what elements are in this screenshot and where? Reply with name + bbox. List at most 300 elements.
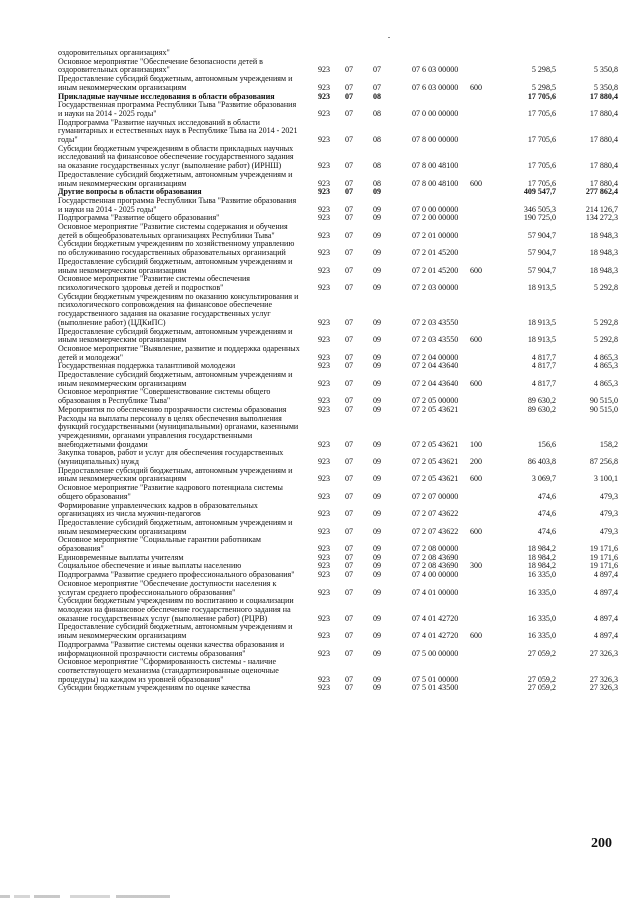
row-sum-year-2: 5 292,8	[593, 282, 618, 292]
row-subsection-code: 09	[373, 248, 382, 258]
row-ved-code: 923	[318, 474, 331, 484]
row-subsection-code: 09	[373, 570, 382, 580]
row-section-code: 07	[345, 526, 354, 536]
row-sum-year-1: 474,6	[537, 509, 556, 519]
row-target-article: 07 4 00 00000	[412, 570, 459, 580]
row-name: Закупка товаров, работ и услуг для обеспечения государственных (муниципальных) нужд	[58, 448, 284, 467]
row-ved-code: 923	[318, 526, 331, 536]
row-target-article: 07 5 01 43500	[412, 683, 459, 693]
row-sum-year-2: 479,3	[599, 526, 618, 536]
row-subsection-code: 08	[373, 178, 382, 188]
row-sum-year-1: 57 904,7	[527, 230, 556, 240]
row-section-code: 07	[345, 613, 354, 623]
row-section-code: 07	[345, 135, 354, 145]
row-sum-year-1: 18 913,5	[527, 282, 556, 292]
row-name: Государственная программа Республики Тыва "Развитие образования и науки на 2014 - 2025 годы"	[58, 195, 297, 214]
row-expense-type: 600	[470, 474, 483, 484]
row-section-code: 07	[345, 396, 354, 406]
row-target-article: 07 4 01 00000	[412, 587, 459, 597]
row-ved-code: 923	[318, 544, 331, 554]
row-ved-code: 923	[318, 491, 331, 501]
row-target-article: 07 5 00 00000	[412, 648, 459, 658]
row-subsection-code: 09	[373, 204, 382, 214]
row-expense-type: 200	[470, 457, 483, 467]
row-sum-year-2: 27 326,3	[589, 683, 618, 693]
row-ved-code: 923	[318, 648, 331, 658]
row-name: Предоставление субсидий бюджетным, автономным учреждениям и иным некоммерческим организациям	[58, 517, 293, 536]
row-sum-year-2: 214 126,7	[585, 204, 618, 214]
row-ved-code: 923	[318, 65, 331, 75]
row-target-article: 07 6 03 00000	[412, 65, 459, 75]
table-row	[58, 502, 618, 519]
row-name: Предоставление субсидий бюджетным, автономным учреждениям и иным некоммерческим организациям	[58, 465, 293, 484]
row-target-article: 07 2 08 43690	[412, 561, 459, 571]
row-target-article: 07 2 01 00000	[412, 230, 459, 240]
row-sum-year-2: 19 171,6	[589, 544, 618, 554]
row-subsection-code: 09	[373, 683, 382, 693]
row-expense-type: 600	[470, 631, 483, 641]
row-section-code: 07	[345, 509, 354, 519]
row-sum-year-1: 18 984,2	[527, 544, 556, 554]
row-target-article: 07 2 05 43621	[412, 439, 459, 449]
row-name: Основное мероприятие "Обеспечение безопасности детей в оздоровительных организациях"	[58, 56, 263, 75]
row-sum-year-1: 86 403,8	[527, 457, 556, 467]
row-sum-year-1: 27 059,2	[527, 648, 556, 658]
row-sum-year-2: 17 880,4	[589, 108, 618, 118]
row-target-article: 07 2 05 00000	[412, 396, 459, 406]
row-name: Государственная программа Республики Тыва "Развитие образования и науки на 2014 - 2025 годы"	[58, 100, 297, 118]
row-ved-code: 923	[318, 439, 331, 449]
row-ved-code: 923	[318, 457, 331, 467]
row-section-code: 07	[345, 335, 354, 345]
table-row	[58, 641, 618, 658]
row-target-article: 07 2 01 45200	[412, 248, 459, 258]
row-ved-code: 923	[318, 187, 331, 197]
row-name: Расходы на выплаты персоналу в целях обеспечения выполнения функций государственными (муниципальными) органами, казенными учреждениями, органами управления государственными внебюджетными фондами	[58, 413, 299, 449]
row-sum-year-2: 18 948,3	[589, 265, 618, 275]
row-section-code: 07	[345, 352, 354, 362]
row-sum-year-2: 18 948,3	[589, 230, 618, 240]
row-sum-year-1: 3 069,7	[531, 474, 556, 484]
row-name: Основное мероприятие "Социальные гарантии работникам образования"	[58, 535, 261, 554]
row-target-article: 07 2 04 00000	[412, 352, 459, 362]
row-name: Субсидии бюджетным учреждениям по оценке качества	[58, 683, 251, 693]
row-sum-year-2: 5 292,8	[593, 335, 618, 345]
table-row	[58, 371, 618, 388]
row-sum-year-1: 5 298,5	[531, 82, 556, 92]
row-name: Основное мероприятие "Совершенствование системы общего образования в Республике Тыва"	[58, 387, 271, 406]
row-section-code: 07	[345, 178, 354, 188]
row-target-article: 07 0 00 00000	[412, 204, 459, 214]
table-row	[58, 684, 618, 693]
row-section-code: 07	[345, 378, 354, 388]
row-ved-code: 923	[318, 282, 331, 292]
row-sum-year-1: 4 817,7	[531, 378, 556, 388]
scan-edge-mark	[0, 895, 170, 898]
row-name: Формирование управленческих кадров в образовательных организациях из числа мужчин-педагогов	[58, 500, 258, 519]
row-sum-year-2: 4 865,3	[593, 361, 618, 371]
row-sum-year-1: 16 335,0	[527, 631, 556, 641]
row-section-code: 07	[345, 474, 354, 484]
table-row	[58, 623, 618, 640]
row-section-code: 07	[345, 82, 354, 92]
row-subsection-code: 09	[373, 439, 382, 449]
row-ved-code: 923	[318, 204, 331, 214]
row-expense-type: 600	[470, 178, 483, 188]
row-subsection-code: 09	[373, 613, 382, 623]
row-sum-year-2: 4 897,4	[593, 631, 618, 641]
row-target-article: 07 2 08 43690	[412, 552, 459, 562]
row-sum-year-1: 409 547,7	[523, 187, 556, 197]
row-sum-year-1: 16 335,0	[527, 613, 556, 623]
row-name: Подпрограмма "Развитие системы оценки качества образования и информационной прозрачности системы образования"	[58, 639, 285, 658]
row-subsection-code: 09	[373, 187, 382, 197]
row-section-code: 07	[345, 204, 354, 214]
row-ved-code: 923	[318, 404, 331, 414]
row-ved-code: 923	[318, 396, 331, 406]
row-section-code: 07	[345, 648, 354, 658]
row-sum-year-2: 479,3	[599, 491, 618, 501]
row-sum-year-1: 17 705,6	[527, 108, 556, 118]
row-subsection-code: 09	[373, 404, 382, 414]
row-section-code: 07	[345, 631, 354, 641]
row-name: Субсидии бюджетным учреждениям по оказанию консультирования и психологического сопровождения на финансовое обеспечение государственного задания на оказание государственных услуг (выполнение работ) (ЦДКиПС)	[58, 291, 299, 327]
row-expense-type: 600	[470, 82, 483, 92]
row-sum-year-1: 89 630,2	[527, 396, 556, 406]
row-sum-year-2: 18 948,3	[589, 248, 618, 258]
table-row	[58, 171, 618, 188]
row-subsection-code: 09	[373, 491, 382, 501]
row-target-article: 07 2 03 43550	[412, 335, 459, 345]
row-name: Субсидии бюджетным учреждениям по хозяйственному управлению по обслуживанию государственных образовательных организаций	[58, 239, 295, 258]
row-sum-year-2: 27 326,3	[589, 674, 618, 684]
row-sum-year-1: 16 335,0	[527, 570, 556, 580]
row-name: Предоставление субсидий бюджетным, автономным учреждениям и иным некоммерческим организациям	[58, 256, 293, 275]
table-row	[58, 101, 618, 118]
row-subsection-code: 09	[373, 265, 382, 275]
row-sum-year-2: 5 350,8	[593, 65, 618, 75]
row-subsection-code: 09	[373, 474, 382, 484]
row-section-code: 07	[345, 404, 354, 414]
row-subsection-code: 09	[373, 587, 382, 597]
row-section-code: 07	[345, 361, 354, 371]
row-subsection-code: 09	[373, 552, 382, 562]
table-row	[58, 519, 618, 536]
row-sum-year-1: 27 059,2	[527, 674, 556, 684]
table-row	[58, 388, 618, 405]
row-target-article: 07 2 01 45200	[412, 265, 459, 275]
row-name: Предоставление субсидий бюджетным, автономным учреждениям и иным некоммерческим организациям	[58, 74, 293, 92]
table-row	[58, 145, 618, 171]
row-sum-year-1: 346 505,3	[523, 204, 556, 214]
row-section-code: 07	[345, 674, 354, 684]
row-target-article: 07 4 01 42720	[412, 613, 459, 623]
row-name: Единовременные выплаты учителям	[58, 552, 184, 562]
row-name: Мероприятия по обеспечению прозрачности системы образования	[58, 404, 287, 414]
row-target-article: 07 2 08 00000	[412, 544, 459, 554]
row-sum-year-2: 158,2	[599, 439, 618, 449]
row-ved-code: 923	[318, 230, 331, 240]
row-ved-code: 923	[318, 378, 331, 388]
table-row	[58, 75, 618, 92]
table-row	[58, 658, 618, 684]
row-subsection-code: 09	[373, 561, 382, 571]
row-sum-year-2: 17 880,4	[589, 91, 618, 101]
row-sum-year-2: 17 880,4	[589, 161, 618, 171]
row-name: оздоровительных организациях"	[58, 48, 170, 57]
row-ved-code: 923	[318, 135, 331, 145]
row-ved-code: 923	[318, 91, 331, 101]
row-subsection-code: 09	[373, 317, 382, 327]
row-target-article: 07 2 05 43621	[412, 457, 459, 467]
row-expense-type: 600	[470, 378, 483, 388]
row-target-article: 07 2 00 00000	[412, 213, 459, 223]
budget-table	[58, 49, 618, 693]
page-number: 200	[591, 836, 612, 851]
table-row	[58, 580, 618, 597]
row-subsection-code: 09	[373, 631, 382, 641]
row-sum-year-2: 277 862,4	[585, 187, 618, 197]
row-ved-code: 923	[318, 248, 331, 258]
row-sum-year-1: 18 913,5	[527, 317, 556, 327]
row-subsection-code: 09	[373, 648, 382, 658]
row-subsection-code: 08	[373, 161, 382, 171]
row-sum-year-2: 3 100,1	[593, 474, 618, 484]
row-section-code: 07	[345, 587, 354, 597]
row-section-code: 07	[345, 457, 354, 467]
row-subsection-code: 09	[373, 509, 382, 519]
row-ved-code: 923	[318, 108, 331, 118]
row-subsection-code: 09	[373, 674, 382, 684]
row-subsection-code: 09	[373, 544, 382, 554]
row-expense-type: 600	[470, 526, 483, 536]
row-sum-year-1: 17 705,6	[527, 91, 556, 101]
row-subsection-code: 07	[373, 65, 382, 75]
row-section-code: 07	[345, 230, 354, 240]
table-row	[58, 58, 618, 75]
row-target-article: 07 2 04 43640	[412, 378, 459, 388]
table-row	[58, 197, 618, 214]
row-section-code: 07	[345, 187, 354, 197]
row-name: Субсидии бюджетным учреждениям по воспитанию и социализации молодежи на финансовое обеспечение государственного задания на оказание государственных услуг (выполнение работ) (РЦРВ)	[58, 596, 294, 623]
table-row	[58, 597, 618, 623]
row-sum-year-1: 474,6	[537, 526, 556, 536]
row-ved-code: 923	[318, 361, 331, 371]
row-sum-year-2: 479,3	[599, 509, 618, 519]
row-subsection-code: 09	[373, 282, 382, 292]
row-section-code: 07	[345, 439, 354, 449]
row-target-article: 07 2 03 43550	[412, 317, 459, 327]
row-section-code: 07	[345, 265, 354, 275]
row-ved-code: 923	[318, 509, 331, 519]
row-section-code: 07	[345, 544, 354, 554]
row-target-article: 07 2 07 00000	[412, 491, 459, 501]
row-sum-year-1: 18 913,5	[527, 335, 556, 345]
row-name: Основное мероприятие "Развитие кадрового потенциала системы общего образования"	[58, 483, 283, 501]
row-ved-code: 923	[318, 352, 331, 362]
row-subsection-code: 09	[373, 230, 382, 240]
row-target-article: 07 8 00 00000	[412, 135, 459, 145]
row-target-article: 07 5 01 00000	[412, 674, 459, 684]
row-sum-year-1: 5 298,5	[531, 65, 556, 75]
row-sum-year-1: 18 984,2	[527, 552, 556, 562]
row-subsection-code: 09	[373, 213, 382, 223]
row-subsection-code: 09	[373, 361, 382, 371]
table-row	[58, 293, 618, 328]
row-section-code: 07	[345, 552, 354, 562]
table-row	[58, 223, 618, 240]
row-sum-year-1: 16 335,0	[527, 587, 556, 597]
row-name: Прикладные научные исследования в области образования	[58, 91, 275, 101]
row-sum-year-2: 5 350,8	[593, 82, 618, 92]
row-expense-type: 600	[470, 335, 483, 345]
row-subsection-code: 09	[373, 526, 382, 536]
row-name: Основное мероприятие "Сформированность системы - наличие соответствующего механизма (стандартизированные оценочные процедуры) на каждом из уровней образования"	[58, 657, 279, 684]
row-ved-code: 923	[318, 161, 331, 171]
row-target-article: 07 2 05 43621	[412, 404, 459, 414]
row-sum-year-1: 57 904,7	[527, 248, 556, 258]
row-expense-type: 100	[470, 439, 483, 449]
table-row	[58, 484, 618, 501]
table-row	[58, 449, 618, 466]
row-ved-code: 923	[318, 178, 331, 188]
row-sum-year-2: 27 326,3	[589, 648, 618, 658]
row-sum-year-1: 156,6	[537, 439, 556, 449]
row-subsection-code: 08	[373, 135, 382, 145]
row-name: Предоставление субсидий бюджетным, автономным учреждениям и иным некоммерческим организациям	[58, 169, 293, 188]
table-row	[58, 258, 618, 275]
row-expense-type: 300	[470, 561, 483, 571]
row-expense-type: 600	[470, 265, 483, 275]
row-name: Подпрограмма "Развитие среднего профессионального образования"	[58, 570, 295, 580]
row-sum-year-1: 190 725,0	[523, 213, 556, 223]
row-name: Субсидии бюджетным учреждениям в области прикладных научных исследований на финансовое обеспечение государственного задания на оказание государственных услуг (выполнение работ) (ИРНШ)	[58, 143, 294, 171]
row-ved-code: 923	[318, 265, 331, 275]
row-name: Подпрограмма "Развитие научных исследований в области гуманитарных и естественных наук в Республике Тыва на 2014 - 2021 годы"	[58, 117, 298, 145]
row-sum-year-1: 4 817,7	[531, 352, 556, 362]
table-row	[58, 328, 618, 345]
row-section-code: 07	[345, 108, 354, 118]
row-target-article: 07 6 03 00000	[412, 82, 459, 92]
row-subsection-code: 08	[373, 108, 382, 118]
row-sum-year-2: 17 880,4	[589, 135, 618, 145]
row-ved-code: 923	[318, 552, 331, 562]
row-sum-year-1: 18 984,2	[527, 561, 556, 571]
row-name: Основное мероприятие "Обеспечение доступности населения к услугам среднего профессионального образования"	[58, 578, 277, 597]
row-sum-year-1: 57 904,7	[527, 265, 556, 275]
row-sum-year-1: 89 630,2	[527, 404, 556, 414]
row-sum-year-1: 17 705,6	[527, 178, 556, 188]
row-target-article: 07 2 07 43622	[412, 509, 459, 519]
row-section-code: 07	[345, 683, 354, 693]
row-sum-year-1: 4 817,7	[531, 361, 556, 371]
row-ved-code: 923	[318, 674, 331, 684]
row-ved-code: 923	[318, 631, 331, 641]
row-name: Подпрограмма "Развитие общего образования"	[58, 213, 220, 223]
row-name: Основное мероприятие "Выявление, развитие и поддержка одаренных детей и молодежи"	[58, 343, 300, 362]
row-sum-year-2: 4 865,3	[593, 378, 618, 388]
row-section-code: 07	[345, 491, 354, 501]
row-ved-code: 923	[318, 213, 331, 223]
row-subsection-code: 09	[373, 378, 382, 388]
row-subsection-code: 07	[373, 82, 382, 92]
row-name: Предоставление субсидий бюджетным, автономным учреждениям и иным некоммерческим организациям	[58, 326, 293, 345]
row-name: Другие вопросы в области образования	[58, 187, 202, 197]
row-target-article: 07 2 04 43640	[412, 361, 459, 371]
row-target-article: 07 2 05 43621	[412, 474, 459, 484]
row-sum-year-1: 17 705,6	[527, 135, 556, 145]
row-sum-year-2: 4 897,4	[593, 587, 618, 597]
row-sum-year-2: 134 272,3	[585, 213, 618, 223]
row-sum-year-2: 17 880,4	[589, 178, 618, 188]
row-subsection-code: 09	[373, 396, 382, 406]
row-sum-year-1: 27 059,2	[527, 683, 556, 693]
row-name: Предоставление субсидий бюджетным, автономным учреждениям и иным некоммерческим организациям	[58, 622, 293, 641]
row-section-code: 07	[345, 65, 354, 75]
row-subsection-code: 08	[373, 91, 382, 101]
row-section-code: 07	[345, 91, 354, 101]
row-ved-code: 923	[318, 613, 331, 623]
row-sum-year-2: 87 256,8	[589, 457, 618, 467]
row-sum-year-2: 19 171,6	[589, 561, 618, 571]
row-name: Основное мероприятие "Развитие системы содержания и обучения детей в общеобразовательных организациях Республики Тыва"	[58, 222, 288, 240]
table-row	[58, 536, 618, 553]
table-row	[58, 275, 618, 292]
row-section-code: 07	[345, 248, 354, 258]
row-sum-year-1: 17 705,6	[527, 161, 556, 171]
row-sum-year-2: 90 515,0	[589, 404, 618, 414]
row-section-code: 07	[345, 282, 354, 292]
table-row	[58, 240, 618, 257]
row-target-article: 07 8 00 48100	[412, 178, 459, 188]
row-ved-code: 923	[318, 561, 331, 571]
row-target-article: 07 2 03 00000	[412, 282, 459, 292]
row-section-code: 07	[345, 317, 354, 327]
row-ved-code: 923	[318, 683, 331, 693]
row-name: Основное мероприятие "Развитие системы обеспечения психологического здоровья детей и подростков"	[58, 274, 251, 292]
row-ved-code: 923	[318, 82, 331, 92]
row-sum-year-2: 4 865,3	[593, 352, 618, 362]
row-ved-code: 923	[318, 335, 331, 345]
row-section-code: 07	[345, 161, 354, 171]
table-row	[58, 345, 618, 362]
table-row	[58, 119, 618, 145]
table-row	[58, 415, 618, 450]
row-subsection-code: 09	[373, 457, 382, 467]
row-target-article: 07 8 00 48100	[412, 161, 459, 171]
row-section-code: 07	[345, 570, 354, 580]
row-ved-code: 923	[318, 587, 331, 597]
scan-speck	[388, 37, 390, 38]
row-sum-year-2: 90 515,0	[589, 396, 618, 406]
row-sum-year-2: 4 897,4	[593, 613, 618, 623]
row-subsection-code: 09	[373, 335, 382, 345]
row-target-article: 07 0 00 00000	[412, 108, 459, 118]
row-sum-year-1: 474,6	[537, 491, 556, 501]
row-target-article: 07 4 01 42720	[412, 631, 459, 641]
row-name: Предоставление субсидий бюджетным, автономным учреждениям и иным некоммерческим организациям	[58, 370, 293, 388]
row-ved-code: 923	[318, 317, 331, 327]
row-sum-year-2: 19 171,6	[589, 552, 618, 562]
row-section-code: 07	[345, 561, 354, 571]
row-name: Социальное обеспечение и иные выплаты населению	[58, 561, 242, 571]
row-name: Государственная поддержка талантливой молодежи	[58, 361, 236, 371]
table-row	[58, 467, 618, 484]
row-ved-code: 923	[318, 570, 331, 580]
row-sum-year-2: 5 292,8	[593, 317, 618, 327]
row-subsection-code: 09	[373, 352, 382, 362]
row-target-article: 07 2 07 43622	[412, 526, 459, 536]
